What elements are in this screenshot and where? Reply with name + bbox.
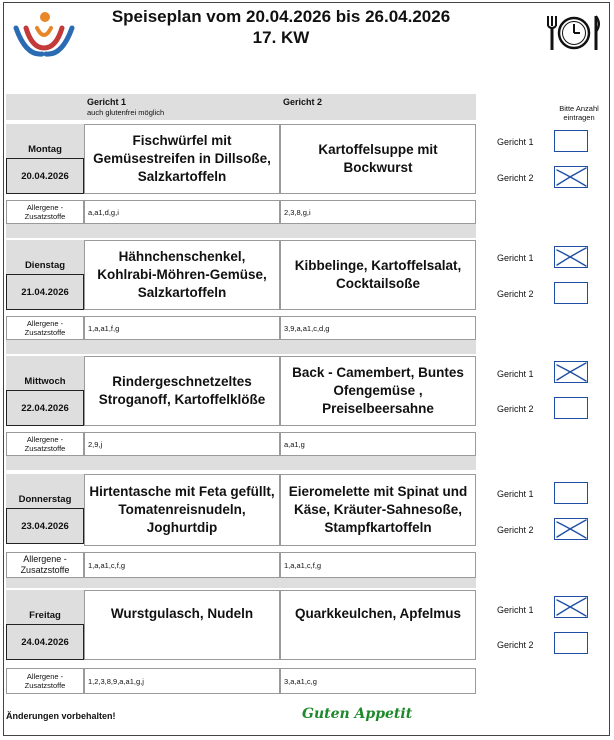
dish1-cell: Fischwürfel mit Gemüsestreifen in Dillsoße, Salzkartoffeln	[84, 124, 280, 194]
vote-label-dish1: Gericht 1	[497, 253, 534, 263]
vote-box[interactable]	[554, 518, 588, 540]
vote-box[interactable]	[554, 397, 588, 419]
separator	[6, 224, 476, 238]
checkmark-x-icon	[553, 360, 589, 384]
header-dish2	[280, 94, 476, 120]
allergens1: 1,2,3,8,9,a,a1,g,j	[84, 668, 280, 694]
header-dish1-label: Gericht 1	[87, 97, 127, 107]
dish2-cell: Kartoffelsuppe mit Bockwurst	[280, 124, 476, 194]
day-date: 20.04.2026	[6, 158, 84, 194]
allergens1: 2,9,j	[84, 432, 280, 456]
checkmark-x-icon	[553, 245, 589, 269]
menu-table	[6, 94, 476, 698]
allergen-label: Allergene - Zusatzstoffe	[6, 200, 84, 224]
allergens2: 2,3,8,g,i	[280, 200, 476, 224]
dish1-cell: Hähnchenschenkel, Kohlrabi-Möhren-Gemüse, Salzkartoffeln	[84, 240, 280, 310]
week-line: 17. KW	[252, 28, 310, 47]
day-date: 24.04.2026	[6, 624, 84, 660]
header-dish2-label: Gericht 2	[283, 97, 323, 107]
vote-box[interactable]	[554, 596, 588, 618]
allergens1: 1,a,a1,c,f,g	[84, 552, 280, 578]
allergen-label: Allergene - Zusatzstoffe	[6, 552, 84, 578]
allergens2: 1,a,a1,c,f,g	[280, 552, 476, 578]
separator	[6, 340, 476, 354]
vote-label-dish1: Gericht 1	[497, 605, 534, 615]
header-blank	[6, 94, 84, 120]
greeting: Guten Appetit	[302, 706, 413, 722]
vote-box[interactable]	[554, 482, 588, 504]
checkmark-x-icon	[553, 517, 589, 541]
day-date: 21.04.2026	[6, 274, 84, 310]
allergens1: a,a1,d,g,i	[84, 200, 280, 224]
vote-box[interactable]	[554, 166, 588, 188]
allergens2: a,a1,g	[280, 432, 476, 456]
dish1-cell: Rindergeschnetzeltes Stroganoff, Kartoffelklöße	[84, 356, 280, 426]
vote-hint: Bitte Anzahl eintragen	[559, 104, 599, 122]
page-title	[86, 6, 476, 48]
day-name: Freitag	[6, 590, 84, 624]
allergen-label: Allergene - Zusatzstoffe	[6, 668, 84, 694]
checkmark-x-icon	[553, 595, 589, 619]
day-name: Dienstag	[6, 240, 84, 274]
separator	[6, 578, 476, 588]
allergens2: 3,a,a1,c,g	[280, 668, 476, 694]
title-line: Speiseplan vom 20.04.2026 bis 26.04.2026	[111, 7, 451, 26]
vote-box[interactable]	[554, 361, 588, 383]
allergen-label: Allergene - Zusatzstoffe	[6, 316, 84, 340]
allergens1: 1,a,a1,f,g	[84, 316, 280, 340]
allergens2: 3,9,a,a1,c,d,g	[280, 316, 476, 340]
vote-box[interactable]	[554, 246, 588, 268]
vote-label-dish2: Gericht 2	[497, 289, 534, 299]
vote-box[interactable]	[554, 632, 588, 654]
checkmark-x-icon	[553, 165, 589, 189]
header-dish1	[84, 94, 280, 120]
dish2-cell: Back - Camembert, Buntes Ofengemüse , Preiselbeersahne	[280, 356, 476, 426]
day-name: Montag	[6, 124, 84, 158]
vote-box[interactable]	[554, 282, 588, 304]
day-date: 23.04.2026	[6, 508, 84, 544]
vote-label-dish2: Gericht 2	[497, 173, 534, 183]
vote-label-dish2: Gericht 2	[497, 640, 534, 650]
dish2-cell: Kibbelinge, Kartoffelsalat, Cocktailsoße	[280, 240, 476, 310]
changes-note: Änderungen vorbehalten!	[6, 711, 116, 721]
day-date: 22.04.2026	[6, 390, 84, 426]
vote-label-dish2: Gericht 2	[497, 404, 534, 414]
vote-label-dish2: Gericht 2	[497, 525, 534, 535]
vote-box[interactable]	[554, 130, 588, 152]
vote-label-dish1: Gericht 1	[497, 489, 534, 499]
day-name: Donnerstag	[6, 474, 84, 508]
dish2-cell: Quarkkeulchen, Apfelmus	[280, 590, 476, 660]
company-logo	[12, 8, 76, 60]
clock-cutlery-icon	[544, 14, 604, 52]
separator	[6, 456, 476, 470]
dish2-cell: Eieromelette mit Spinat und Käse, Kräuter-Sahnesoße, Stampfkartoffeln	[280, 474, 476, 546]
vote-label-dish1: Gericht 1	[497, 137, 534, 147]
vote-label-dish1: Gericht 1	[497, 369, 534, 379]
header-dish1-note: auch glutenfrei möglich	[87, 108, 165, 117]
dish1-cell: Wurstgulasch, Nudeln	[84, 590, 280, 660]
day-name: Mittwoch	[6, 356, 84, 390]
dish1-cell: Hirtentasche mit Feta gefüllt, Tomatenreisnudeln, Joghurtdip	[84, 474, 280, 546]
allergen-label: Allergene - Zusatzstoffe	[6, 432, 84, 456]
